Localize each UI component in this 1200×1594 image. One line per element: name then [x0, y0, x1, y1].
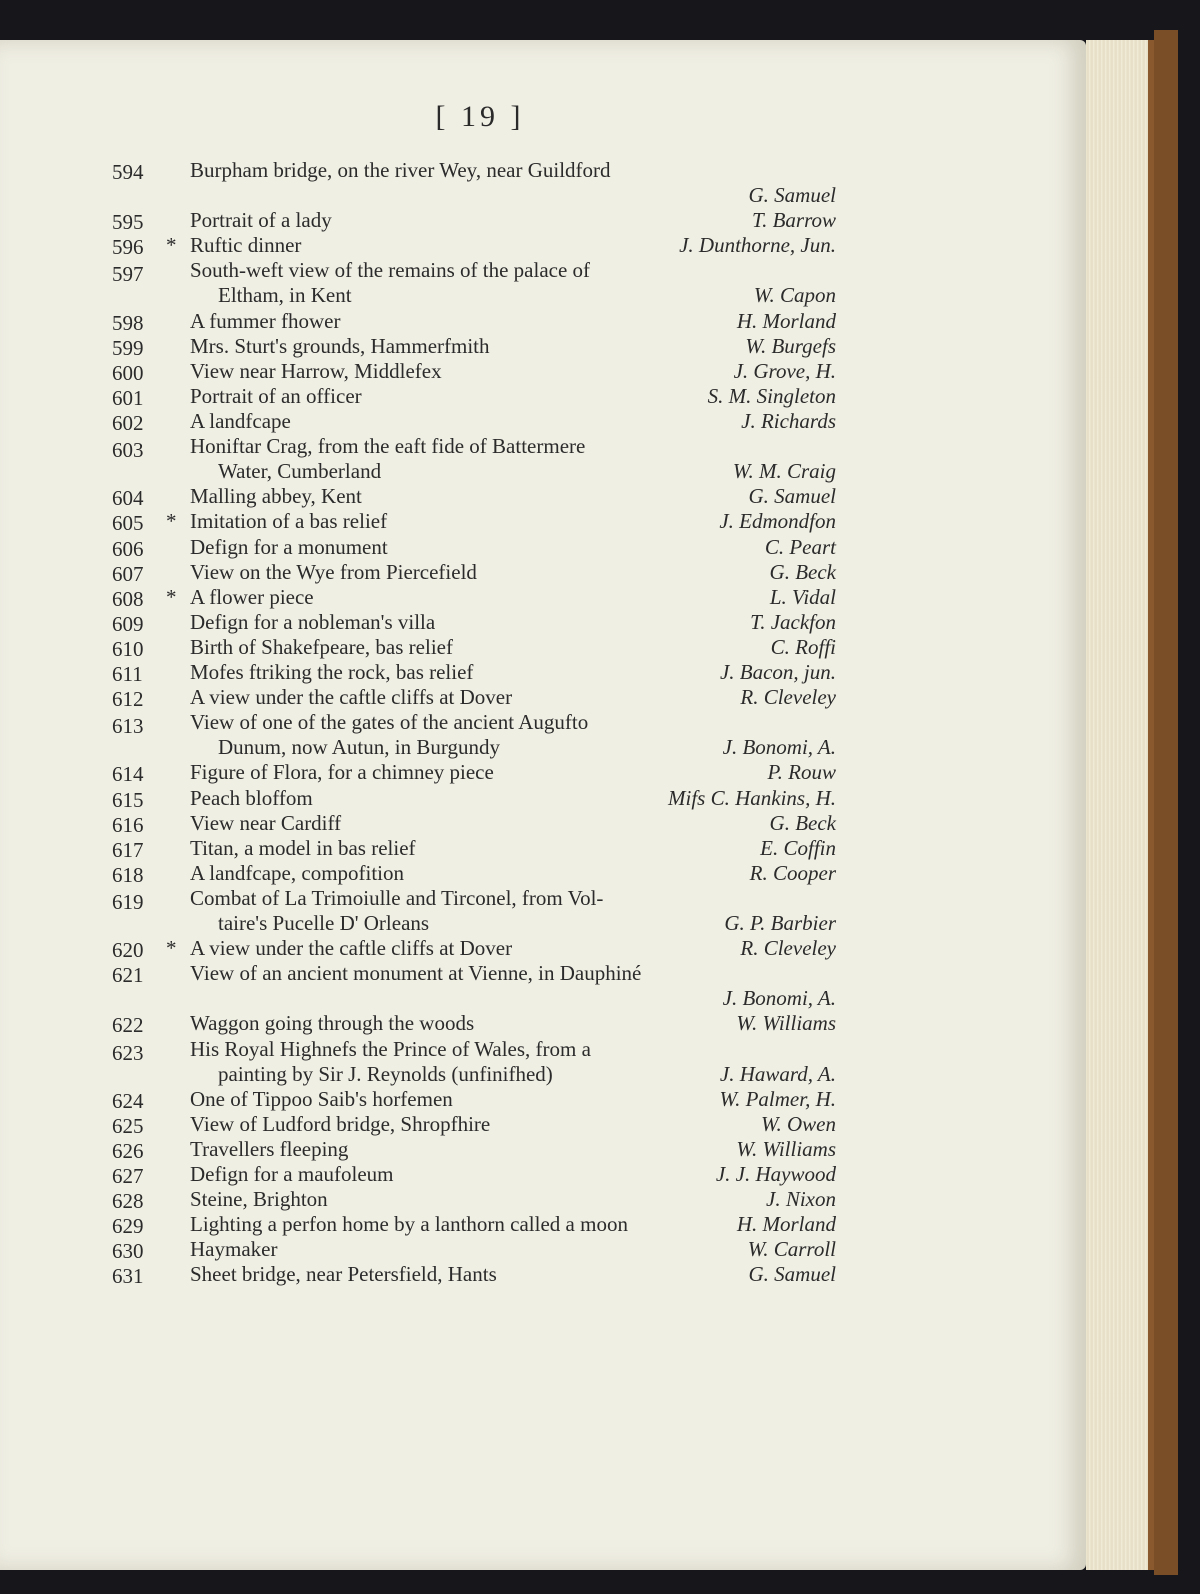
catalogue-entry	[0, 1112, 1086, 1137]
asterisk-marker: *	[166, 509, 177, 534]
catalogue-entry	[0, 1037, 1086, 1087]
entry-artist: R. Cleveley	[740, 685, 836, 710]
entry-artist: T. Jackfon	[750, 609, 836, 634]
entry-artist: W. Williams	[736, 1136, 836, 1161]
catalogue-entry	[0, 961, 1086, 1011]
catalogue-entry	[0, 710, 1086, 760]
entry-artist: G. Samuel	[748, 183, 836, 208]
entry-artist: W. Carroll	[747, 1237, 836, 1262]
entry-title: Portrait of a lady	[190, 208, 332, 233]
entry-number: 596	[112, 235, 144, 260]
entry-artist: Mifs C. Hankins, H.	[668, 785, 836, 810]
page-edges	[1086, 40, 1156, 1570]
entry-title: Figure of Flora, for a chimney piece	[190, 760, 494, 785]
entry-number: 607	[112, 561, 144, 586]
catalogue-entry	[0, 409, 1086, 434]
catalogue-entry	[0, 484, 1086, 509]
entry-title: Birth of Shakefpeare, bas relief	[190, 634, 453, 659]
entry-artist: G. P. Barbier	[724, 910, 836, 935]
entry-title: Haymaker	[190, 1237, 278, 1262]
entry-title: View on the Wye from Piercefield	[190, 559, 477, 584]
entry-title: View near Cardiff	[190, 810, 342, 835]
entry-artist: L. Vidal	[769, 584, 836, 609]
book-cover-edge	[1154, 30, 1178, 1575]
entry-title: Steine, Brighton	[190, 1187, 328, 1212]
catalogue-entry	[0, 258, 1086, 308]
entry-title: Mofes ftriking the rock, bas relief	[190, 660, 474, 684]
entry-number: 629	[112, 1214, 144, 1239]
entry-title: His Royal Highnefs the Prince of Wales, from a	[190, 1036, 591, 1061]
entry-title: Waggon going through the woods	[190, 1011, 475, 1036]
catalogue-entry	[0, 936, 1086, 961]
catalogue-entry	[0, 811, 1086, 836]
entry-artist: G. Beck	[769, 810, 836, 835]
catalogue-entry	[0, 158, 1086, 208]
entry-number: 628	[112, 1189, 144, 1214]
catalogue-entry	[0, 1262, 1086, 1287]
entry-number: 600	[112, 360, 144, 385]
catalogue-entry	[0, 836, 1086, 861]
entry-title: Honiftar Crag, from the eaft fide of Battermere	[190, 434, 586, 459]
entry-title: Titan, a model in bas relief	[190, 835, 416, 860]
catalogue-entry	[0, 535, 1086, 560]
entry-artist: H. Morland	[736, 1212, 836, 1237]
catalogue-entry	[0, 434, 1086, 484]
entry-title: Sheet bridge, near Petersfield, Hants	[190, 1262, 497, 1287]
catalogue-entry	[0, 886, 1086, 936]
entry-number: 615	[112, 787, 144, 812]
catalogue-entry	[0, 1187, 1086, 1212]
entry-number: 631	[112, 1264, 144, 1289]
entry-title: Defign for a monument	[190, 534, 388, 559]
asterisk-marker: *	[166, 233, 177, 258]
entry-title: A view under the caftle cliffs at Dover	[190, 936, 513, 961]
entry-artist: J. Dunthorne, Jun.	[679, 233, 836, 258]
entry-number: 612	[112, 687, 144, 712]
catalogue-entry	[0, 861, 1086, 886]
catalogue-entry	[0, 1087, 1086, 1112]
entry-artist: P. Rouw	[767, 760, 836, 785]
entry-number: 594	[112, 160, 144, 184]
entry-number: 598	[112, 310, 144, 335]
entry-artist: J. J. Haywood	[715, 1162, 836, 1186]
entry-number: 609	[112, 611, 144, 636]
entry-number: 620	[112, 938, 144, 963]
entry-title: View of one of the gates of the ancient Augufto	[190, 710, 589, 735]
entry-artist: G. Beck	[769, 559, 836, 584]
entry-title: A fummer fhower	[190, 308, 341, 333]
entry-title-continuation: Water, Cumberland	[218, 459, 382, 484]
catalogue-entry	[0, 560, 1086, 585]
catalogue-entry	[0, 359, 1086, 384]
catalogue-entry	[0, 309, 1086, 334]
entry-number: 630	[112, 1239, 144, 1264]
catalogue-entry	[0, 685, 1086, 710]
entry-artist: E. Coffin	[760, 835, 836, 860]
entry-title: Defign for a maufoleum	[190, 1162, 394, 1186]
entry-number: 616	[112, 812, 144, 837]
asterisk-marker: *	[166, 584, 177, 609]
entry-title: A landfcape	[190, 409, 291, 433]
entry-artist: J. Richards	[741, 409, 836, 433]
entry-artist: J. Nixon	[766, 1187, 836, 1212]
entry-number: 595	[112, 210, 144, 235]
catalogue-entry	[0, 233, 1086, 258]
entry-artist: W. M. Craig	[732, 459, 836, 484]
entry-number: 611	[112, 662, 143, 686]
entry-title: Malling abbey, Kent	[190, 484, 362, 509]
entry-artist: C. Peart	[764, 534, 836, 559]
entry-title: A view under the caftle cliffs at Dover	[190, 685, 513, 710]
catalogue-entry	[0, 509, 1086, 534]
entry-number: 627	[112, 1164, 144, 1188]
entry-number: 606	[112, 536, 144, 561]
entry-artist: W. Owen	[760, 1111, 836, 1136]
entry-title: Combat of La Trimoiulle and Tirconel, from Vol-	[190, 885, 604, 910]
entry-artist: W. Palmer, H.	[719, 1086, 836, 1111]
entry-title: Lighting a perfon home by a lanthorn called a moon	[190, 1212, 628, 1237]
catalogue-entry	[0, 760, 1086, 785]
entry-title: Burpham bridge, on the river Wey, near Guildford	[190, 158, 611, 182]
catalogue-entry	[0, 635, 1086, 660]
entry-artist: R. Cleveley	[740, 936, 836, 961]
entry-artist: J. Haward, A.	[719, 1061, 836, 1086]
entry-number: 621	[112, 963, 144, 988]
entry-number: 605	[112, 511, 144, 536]
entry-title-continuation: Eltham, in Kent	[218, 283, 352, 308]
entry-artist: G. Samuel	[748, 484, 836, 509]
entry-number: 622	[112, 1013, 144, 1038]
catalogue-entry	[0, 1212, 1086, 1237]
entry-artist: T. Barrow	[751, 208, 836, 233]
entry-title: Ruftic dinner	[190, 233, 302, 258]
catalogue-entry	[0, 585, 1086, 610]
entry-number: 618	[112, 862, 144, 887]
entry-title: Portrait of an officer	[190, 383, 362, 408]
entry-artist: W. Williams	[736, 1011, 836, 1036]
entry-title: Mrs. Sturt's grounds, Hammerfmith	[190, 333, 490, 358]
entry-title-continuation: painting by Sir J. Reynolds (unfinifhed)	[218, 1061, 553, 1086]
entry-title: Travellers fleeping	[190, 1136, 349, 1161]
entry-artist: G. Samuel	[748, 1262, 836, 1287]
entry-number: 624	[112, 1088, 144, 1113]
catalogue-entry	[0, 334, 1086, 359]
entry-number: 610	[112, 636, 144, 661]
entry-title-continuation: Dunum, now Autun, in Burgundy	[218, 735, 500, 760]
entry-number: 623	[112, 1040, 144, 1065]
entry-number: 619	[112, 889, 144, 914]
entry-number: 625	[112, 1113, 144, 1138]
entry-number: 626	[112, 1138, 144, 1163]
entry-artist: W. Burgefs	[745, 333, 836, 358]
entry-number: 602	[112, 411, 144, 435]
entry-title-continuation: taire's Pucelle D' Orleans	[218, 910, 430, 935]
entry-artist: J. Grove, H.	[733, 358, 836, 383]
entry-artist: J. Bacon, jun.	[719, 660, 836, 684]
entry-artist: J. Edmondfon	[719, 509, 836, 534]
entry-artist: J. Bonomi, A.	[722, 735, 836, 760]
entry-number: 608	[112, 586, 144, 611]
page-number: [ 19 ]	[435, 100, 525, 133]
catalogue-entry	[0, 384, 1086, 409]
entry-artist: W. Capon	[753, 283, 836, 308]
entry-title: Imitation of a bas relief	[190, 509, 388, 534]
entry-number: 604	[112, 486, 144, 511]
catalogue-entry	[0, 1237, 1086, 1262]
entry-title: A landfcape, compofition	[190, 860, 405, 885]
entry-title: One of Tippoo Saib's horfemen	[190, 1086, 453, 1111]
entry-title: View of Ludford bridge, Shropfhire	[190, 1111, 491, 1136]
catalogue-entry	[0, 1137, 1086, 1162]
entry-title: View of an ancient monument at Vienne, in Dauphiné	[190, 961, 642, 986]
entry-title: Peach bloffom	[190, 785, 313, 810]
entry-artist: H. Morland	[736, 308, 836, 333]
entry-number: 617	[112, 837, 144, 862]
catalogue-entry	[0, 208, 1086, 233]
entry-artist: S. M. Singleton	[707, 383, 836, 408]
entry-number: 601	[112, 385, 144, 410]
catalogue-entry	[0, 786, 1086, 811]
entry-number: 599	[112, 335, 144, 360]
entry-artist: J. Bonomi, A.	[722, 986, 836, 1011]
entry-number: 597	[112, 262, 144, 287]
entry-title: Defign for a nobleman's villa	[190, 609, 436, 634]
entry-title: South-weft view of the remains of the palace of	[190, 258, 591, 283]
catalogue-entry	[0, 660, 1086, 685]
entry-number: 603	[112, 438, 144, 463]
entry-title: A flower piece	[190, 584, 314, 609]
catalogue-entry	[0, 1011, 1086, 1036]
catalogue-entry	[0, 610, 1086, 635]
entry-number: 613	[112, 714, 144, 739]
entry-artist: C. Roffi	[770, 634, 836, 659]
entry-artist: R. Cooper	[749, 860, 836, 885]
entry-number: 614	[112, 762, 144, 787]
asterisk-marker: *	[166, 936, 177, 961]
catalogue-entry	[0, 1162, 1086, 1187]
entry-title: View near Harrow, Middlefex	[190, 358, 442, 383]
